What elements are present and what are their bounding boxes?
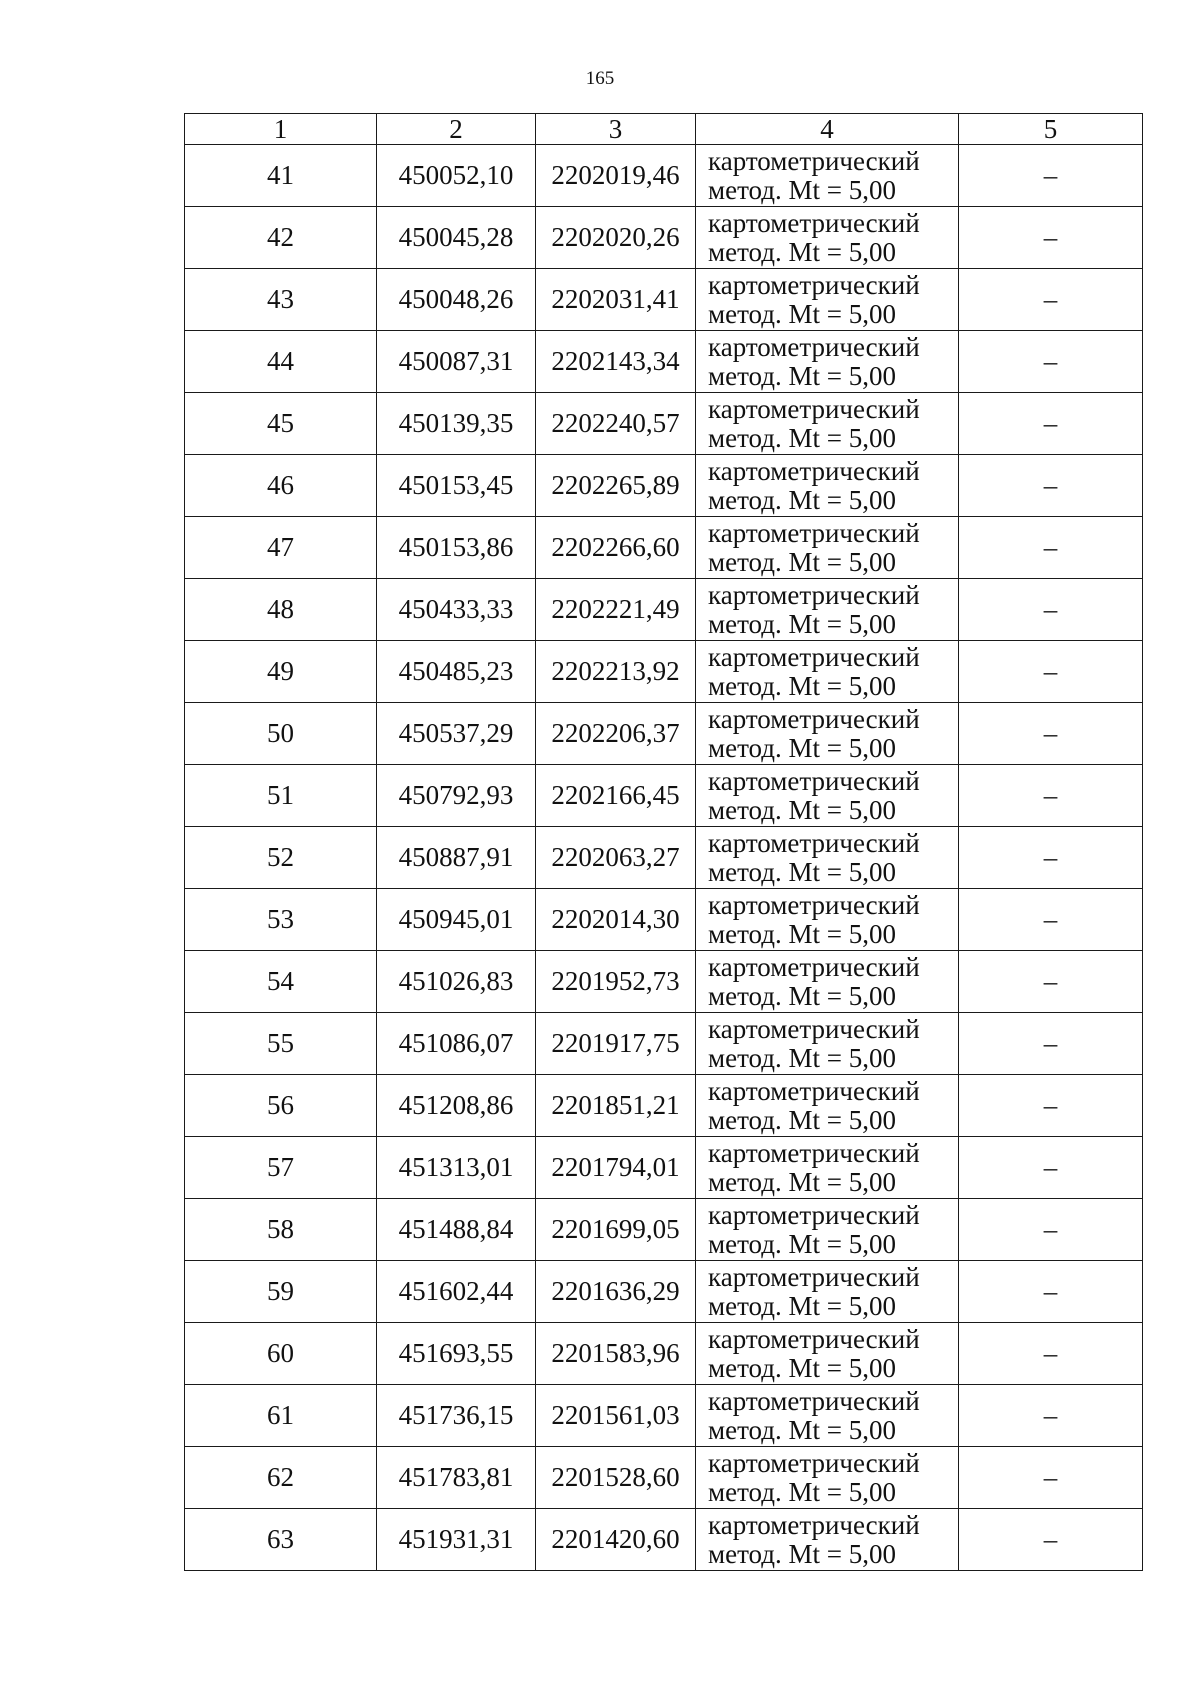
x-coordinate-cell: 450887,91 bbox=[377, 827, 536, 889]
method-line-2: метод. Mt = 5,00 bbox=[708, 1476, 896, 1507]
coordinates-table bbox=[184, 113, 1143, 1571]
y-coordinate-cell: 2202265,89 bbox=[536, 455, 696, 517]
point-number-cell: 43 bbox=[185, 269, 377, 331]
y-coordinate-cell: 2202014,30 bbox=[536, 889, 696, 951]
method-line-1: картометрический bbox=[708, 1075, 920, 1106]
method-cell bbox=[696, 951, 959, 1013]
table-row bbox=[185, 455, 1143, 517]
method-line-1: картометрический bbox=[708, 1323, 920, 1354]
point-number-cell: 50 bbox=[185, 703, 377, 765]
column-header-4: 4 bbox=[696, 114, 959, 145]
note-cell: – bbox=[959, 951, 1143, 1013]
table-row bbox=[185, 269, 1143, 331]
y-coordinate-cell: 2202143,34 bbox=[536, 331, 696, 393]
x-coordinate-cell: 451026,83 bbox=[377, 951, 536, 1013]
y-coordinate-cell: 2201636,29 bbox=[536, 1261, 696, 1323]
note-cell: – bbox=[959, 393, 1143, 455]
method-cell bbox=[696, 1509, 959, 1571]
method-line-2: метод. Mt = 5,00 bbox=[708, 1228, 896, 1259]
x-coordinate-cell: 451693,55 bbox=[377, 1323, 536, 1385]
method-cell bbox=[696, 1075, 959, 1137]
x-coordinate-cell: 450153,45 bbox=[377, 455, 536, 517]
x-coordinate-cell: 450045,28 bbox=[377, 207, 536, 269]
method-cell bbox=[696, 1199, 959, 1261]
x-coordinate-cell: 450153,86 bbox=[377, 517, 536, 579]
y-coordinate-cell: 2202221,49 bbox=[536, 579, 696, 641]
y-coordinate-cell: 2202019,46 bbox=[536, 145, 696, 207]
x-coordinate-cell: 450139,35 bbox=[377, 393, 536, 455]
point-number-cell: 58 bbox=[185, 1199, 377, 1261]
method-line-2: метод. Mt = 5,00 bbox=[708, 1166, 896, 1197]
table-row bbox=[185, 1199, 1143, 1261]
method-line-2: метод. Mt = 5,00 bbox=[708, 1414, 896, 1445]
x-coordinate-cell: 450433,33 bbox=[377, 579, 536, 641]
table-row bbox=[185, 207, 1143, 269]
x-coordinate-cell: 451783,81 bbox=[377, 1447, 536, 1509]
note-cell: – bbox=[959, 1261, 1143, 1323]
method-line-2: метод. Mt = 5,00 bbox=[708, 856, 896, 887]
method-line-2: метод. Mt = 5,00 bbox=[708, 1042, 896, 1073]
point-number-cell: 41 bbox=[185, 145, 377, 207]
point-number-cell: 51 bbox=[185, 765, 377, 827]
method-line-1: картометрический bbox=[708, 1199, 920, 1230]
point-number-cell: 59 bbox=[185, 1261, 377, 1323]
point-number-cell: 46 bbox=[185, 455, 377, 517]
y-coordinate-cell: 2202031,41 bbox=[536, 269, 696, 331]
note-cell: – bbox=[959, 703, 1143, 765]
point-number-cell: 45 bbox=[185, 393, 377, 455]
column-header-2: 2 bbox=[377, 114, 536, 145]
point-number-cell: 53 bbox=[185, 889, 377, 951]
table-row bbox=[185, 703, 1143, 765]
note-cell: – bbox=[959, 269, 1143, 331]
y-coordinate-cell: 2202063,27 bbox=[536, 827, 696, 889]
point-number-cell: 56 bbox=[185, 1075, 377, 1137]
method-line-2: метод. Mt = 5,00 bbox=[708, 1104, 896, 1135]
x-coordinate-cell: 450052,10 bbox=[377, 145, 536, 207]
note-cell: – bbox=[959, 765, 1143, 827]
method-cell bbox=[696, 1385, 959, 1447]
x-coordinate-cell: 450485,23 bbox=[377, 641, 536, 703]
note-cell: – bbox=[959, 145, 1143, 207]
method-line-2: метод. Mt = 5,00 bbox=[708, 546, 896, 577]
point-number-cell: 44 bbox=[185, 331, 377, 393]
method-cell bbox=[696, 145, 959, 207]
y-coordinate-cell: 2202266,60 bbox=[536, 517, 696, 579]
method-line-1: картометрический bbox=[708, 641, 920, 672]
method-line-1: картометрический bbox=[708, 951, 920, 982]
point-number-cell: 57 bbox=[185, 1137, 377, 1199]
note-cell: – bbox=[959, 1199, 1143, 1261]
y-coordinate-cell: 2201528,60 bbox=[536, 1447, 696, 1509]
method-line-2: метод. Mt = 5,00 bbox=[708, 360, 896, 391]
x-coordinate-cell: 450945,01 bbox=[377, 889, 536, 951]
method-line-1: картометрический bbox=[708, 269, 920, 300]
table-row bbox=[185, 1447, 1143, 1509]
table-row bbox=[185, 1323, 1143, 1385]
method-line-2: метод. Mt = 5,00 bbox=[708, 422, 896, 453]
column-header-3: 3 bbox=[536, 114, 696, 145]
method-line-1: картометрический bbox=[708, 145, 920, 176]
method-cell bbox=[696, 269, 959, 331]
table-body bbox=[185, 145, 1143, 1571]
method-cell bbox=[696, 455, 959, 517]
table-row bbox=[185, 951, 1143, 1013]
y-coordinate-cell: 2201420,60 bbox=[536, 1509, 696, 1571]
point-number-cell: 48 bbox=[185, 579, 377, 641]
table-row bbox=[185, 641, 1143, 703]
point-number-cell: 55 bbox=[185, 1013, 377, 1075]
x-coordinate-cell: 451208,86 bbox=[377, 1075, 536, 1137]
y-coordinate-cell: 2201917,75 bbox=[536, 1013, 696, 1075]
y-coordinate-cell: 2202206,37 bbox=[536, 703, 696, 765]
x-coordinate-cell: 450537,29 bbox=[377, 703, 536, 765]
table-row bbox=[185, 1075, 1143, 1137]
method-line-1: картометрический bbox=[708, 517, 920, 548]
y-coordinate-cell: 2201561,03 bbox=[536, 1385, 696, 1447]
point-number-cell: 60 bbox=[185, 1323, 377, 1385]
note-cell: – bbox=[959, 1013, 1143, 1075]
method-cell bbox=[696, 827, 959, 889]
y-coordinate-cell: 2202240,57 bbox=[536, 393, 696, 455]
method-line-1: картометрический bbox=[708, 1013, 920, 1044]
point-number-cell: 47 bbox=[185, 517, 377, 579]
table-row bbox=[185, 765, 1143, 827]
y-coordinate-cell: 2202213,92 bbox=[536, 641, 696, 703]
method-line-2: метод. Mt = 5,00 bbox=[708, 1538, 896, 1569]
method-line-2: метод. Mt = 5,00 bbox=[708, 1290, 896, 1321]
method-line-1: картометрический bbox=[708, 331, 920, 362]
y-coordinate-cell: 2201583,96 bbox=[536, 1323, 696, 1385]
x-coordinate-cell: 451931,31 bbox=[377, 1509, 536, 1571]
method-line-1: картометрический bbox=[708, 1509, 920, 1540]
page-number: 165 bbox=[585, 68, 615, 89]
note-cell: – bbox=[959, 1447, 1143, 1509]
table-row bbox=[185, 145, 1143, 207]
method-line-2: метод. Mt = 5,00 bbox=[708, 1352, 896, 1383]
table-row bbox=[185, 1509, 1143, 1571]
x-coordinate-cell: 450792,93 bbox=[377, 765, 536, 827]
y-coordinate-cell: 2201699,05 bbox=[536, 1199, 696, 1261]
table-row bbox=[185, 1013, 1143, 1075]
note-cell: – bbox=[959, 827, 1143, 889]
method-cell bbox=[696, 207, 959, 269]
method-line-1: картометрический bbox=[708, 1447, 920, 1478]
point-number-cell: 42 bbox=[185, 207, 377, 269]
point-number-cell: 52 bbox=[185, 827, 377, 889]
method-line-2: метод. Mt = 5,00 bbox=[708, 670, 896, 701]
column-header-1: 1 bbox=[185, 114, 377, 145]
table-row bbox=[185, 331, 1143, 393]
note-cell: – bbox=[959, 1323, 1143, 1385]
column-header-5: 5 bbox=[959, 114, 1143, 145]
method-cell bbox=[696, 1013, 959, 1075]
point-number-cell: 49 bbox=[185, 641, 377, 703]
x-coordinate-cell: 451488,84 bbox=[377, 1199, 536, 1261]
method-cell bbox=[696, 1261, 959, 1323]
y-coordinate-cell: 2201794,01 bbox=[536, 1137, 696, 1199]
method-line-1: картометрический bbox=[708, 455, 920, 486]
method-cell bbox=[696, 331, 959, 393]
method-line-1: картометрический bbox=[708, 1137, 920, 1168]
point-number-cell: 54 bbox=[185, 951, 377, 1013]
method-line-1: картометрический bbox=[708, 579, 920, 610]
table-row bbox=[185, 827, 1143, 889]
table-row bbox=[185, 1137, 1143, 1199]
table-row bbox=[185, 579, 1143, 641]
y-coordinate-cell: 2201952,73 bbox=[536, 951, 696, 1013]
method-line-2: метод. Mt = 5,00 bbox=[708, 918, 896, 949]
x-coordinate-cell: 450087,31 bbox=[377, 331, 536, 393]
method-cell bbox=[696, 641, 959, 703]
x-coordinate-cell: 451086,07 bbox=[377, 1013, 536, 1075]
method-cell bbox=[696, 517, 959, 579]
note-cell: – bbox=[959, 1137, 1143, 1199]
method-line-1: картометрический bbox=[708, 1385, 920, 1416]
method-line-1: картометрический bbox=[708, 1261, 920, 1292]
note-cell: – bbox=[959, 1075, 1143, 1137]
table-row bbox=[185, 517, 1143, 579]
method-line-1: картометрический bbox=[708, 889, 920, 920]
method-cell bbox=[696, 889, 959, 951]
note-cell: – bbox=[959, 1385, 1143, 1447]
method-cell bbox=[696, 1323, 959, 1385]
note-cell: – bbox=[959, 889, 1143, 951]
method-cell bbox=[696, 765, 959, 827]
x-coordinate-cell: 451602,44 bbox=[377, 1261, 536, 1323]
method-cell bbox=[696, 703, 959, 765]
note-cell: – bbox=[959, 641, 1143, 703]
method-line-2: метод. Mt = 5,00 bbox=[708, 298, 896, 329]
point-number-cell: 63 bbox=[185, 1509, 377, 1571]
point-number-cell: 61 bbox=[185, 1385, 377, 1447]
y-coordinate-cell: 2202166,45 bbox=[536, 765, 696, 827]
method-line-1: картометрический bbox=[708, 765, 920, 796]
y-coordinate-cell: 2202020,26 bbox=[536, 207, 696, 269]
method-line-1: картометрический bbox=[708, 393, 920, 424]
table-row bbox=[185, 1385, 1143, 1447]
method-line-2: метод. Mt = 5,00 bbox=[708, 980, 896, 1011]
method-line-2: метод. Mt = 5,00 bbox=[708, 608, 896, 639]
method-line-1: картометрический bbox=[708, 207, 920, 238]
note-cell: – bbox=[959, 1509, 1143, 1571]
x-coordinate-cell: 451313,01 bbox=[377, 1137, 536, 1199]
x-coordinate-cell: 451736,15 bbox=[377, 1385, 536, 1447]
method-line-2: метод. Mt = 5,00 bbox=[708, 236, 896, 267]
note-cell: – bbox=[959, 517, 1143, 579]
method-line-1: картометрический bbox=[708, 827, 920, 858]
method-cell bbox=[696, 1137, 959, 1199]
method-line-1: картометрический bbox=[708, 703, 920, 734]
table-row bbox=[185, 1261, 1143, 1323]
note-cell: – bbox=[959, 455, 1143, 517]
point-number-cell: 62 bbox=[185, 1447, 377, 1509]
method-line-2: метод. Mt = 5,00 bbox=[708, 732, 896, 763]
method-line-2: метод. Mt = 5,00 bbox=[708, 174, 896, 205]
table-row bbox=[185, 393, 1143, 455]
method-cell bbox=[696, 393, 959, 455]
note-cell: – bbox=[959, 331, 1143, 393]
method-line-2: метод. Mt = 5,00 bbox=[708, 484, 896, 515]
method-cell bbox=[696, 579, 959, 641]
x-coordinate-cell: 450048,26 bbox=[377, 269, 536, 331]
table-row bbox=[185, 889, 1143, 951]
method-cell bbox=[696, 1447, 959, 1509]
table-header-row bbox=[185, 114, 1143, 145]
method-line-2: метод. Mt = 5,00 bbox=[708, 794, 896, 825]
note-cell: – bbox=[959, 579, 1143, 641]
y-coordinate-cell: 2201851,21 bbox=[536, 1075, 696, 1137]
note-cell: – bbox=[959, 207, 1143, 269]
